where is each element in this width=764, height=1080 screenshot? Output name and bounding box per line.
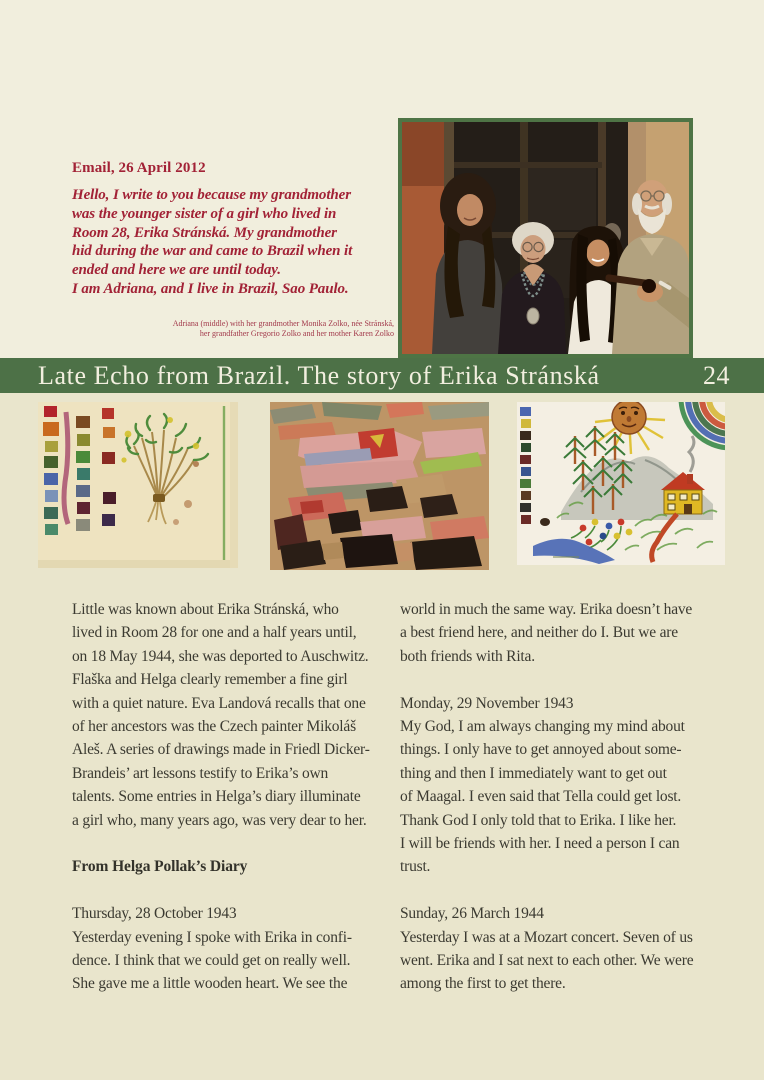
text-line: went. Erika and I sat next to each other. We were (400, 952, 694, 970)
text-line: on 18 May 1944, she was deported to Auschwitz. (72, 647, 369, 665)
email-body-text (72, 186, 398, 299)
text-line: world in much the same way. Erika doesn’t have (400, 601, 693, 618)
text-line: dence. I think that we could get on really well. (72, 952, 351, 970)
text-line: of Maagal. I even said that Tella could get lost. (400, 788, 682, 806)
diary-entry-date: Sunday, 26 March 1944 (400, 905, 544, 923)
family-photo (398, 118, 693, 358)
text-line: a girl who, many years ago, was very dear to her. (72, 811, 367, 829)
intro-paragraph (72, 598, 370, 832)
diary-entry (400, 902, 693, 996)
email-heading: Email, 26 April 2012 (72, 160, 206, 177)
text-line: lived in Room 28 for one and a half years until, (72, 624, 357, 642)
diary-entry-text (400, 715, 693, 879)
email-section (0, 0, 764, 358)
text-line: a best friend here, and neither do I. But we are (400, 624, 678, 642)
text-line: was the younger sister of a girl who lived in (72, 205, 337, 222)
text-line: My God, I am always changing my mind about (400, 718, 685, 736)
text-line: Yesterday evening I spoke with Erika in confi- (72, 928, 352, 946)
photo-caption (72, 319, 394, 338)
text-line: trust. (400, 858, 431, 876)
text-line: of her ancestors was the Czech painter Mikoláš (72, 718, 356, 736)
text-line: thing and then I immediately want to get out (400, 764, 667, 782)
diary-entry-text (400, 926, 693, 996)
text-column-left (72, 598, 370, 996)
text-line: Flaška and Helga clearly remember a fine girl (72, 671, 348, 689)
text-line: things. I only have to get annoyed about some- (400, 741, 682, 759)
text-line: with a quiet nature. Eva Landová recalls that one (72, 694, 366, 712)
artwork-watercolor-plant (38, 402, 238, 568)
text-line: talents. Some entries in Helga’s diary illuminate (72, 788, 361, 806)
story-section (0, 393, 764, 1080)
text-line: Little was known about Erika Stránská, who (72, 601, 339, 618)
text-line: Aleš. A series of drawings made in Friedl Dicker- (72, 741, 370, 759)
text-line: among the first to get there. (400, 975, 566, 993)
text-column-right (400, 598, 693, 996)
diary-entry-continuation (400, 598, 693, 668)
collage-illustration (270, 402, 489, 570)
text-line: Thank God I only told that to Erika. I like her. (400, 811, 677, 829)
diary-entry-text (72, 926, 365, 996)
text-line: ended and here we are until today. (72, 262, 281, 279)
watercolor-plant-illustration (38, 402, 238, 568)
page-number: 24 (703, 361, 730, 390)
diary-entry-date: Thursday, 28 October 1943 (72, 905, 237, 923)
landscape-painting-illustration (517, 402, 725, 565)
text-line: She gave me a little wooden heart. We see the (72, 975, 348, 993)
text-line: I will be friends with her. I need a person I can (400, 835, 680, 853)
diary-entry-date: Monday, 29 November 1943 (400, 694, 574, 712)
family-photo-illustration (402, 122, 689, 354)
body-text-columns (72, 598, 712, 996)
artwork-collage (270, 402, 489, 570)
diary-heading: From Helga Pollak’s Diary (72, 858, 248, 876)
chapter-banner (0, 358, 764, 393)
diary-entry (72, 902, 365, 996)
text-line: hid during the war and came to Brazil when it (72, 243, 353, 260)
text-line: Brandeis’ art lessons testify to Erika’s own (72, 764, 329, 782)
text-line: her grandfather Gregorio Zolko and her mother Karen Zolko (199, 328, 394, 338)
text-line: Yesterday I was at a Mozart concert. Seven of us (400, 928, 693, 946)
text-line: both friends with Rita. (400, 647, 535, 665)
text-line: Hello, I write to you because my grandmother (72, 187, 351, 203)
artwork-landscape-painting (517, 402, 725, 565)
banner-title: Late Echo from Brazil. The story of Erika Stránská (38, 361, 600, 390)
text-line: Room 28, Erika Stránská. My grandmother (72, 224, 337, 241)
text-line: I am Adriana, and I live in Brazil, Sao Paulo. (72, 280, 349, 297)
diary-entry (400, 692, 693, 879)
text-line: Adriana (middle) with her grandmother Monika Zolko, née Stránská, (172, 319, 394, 328)
